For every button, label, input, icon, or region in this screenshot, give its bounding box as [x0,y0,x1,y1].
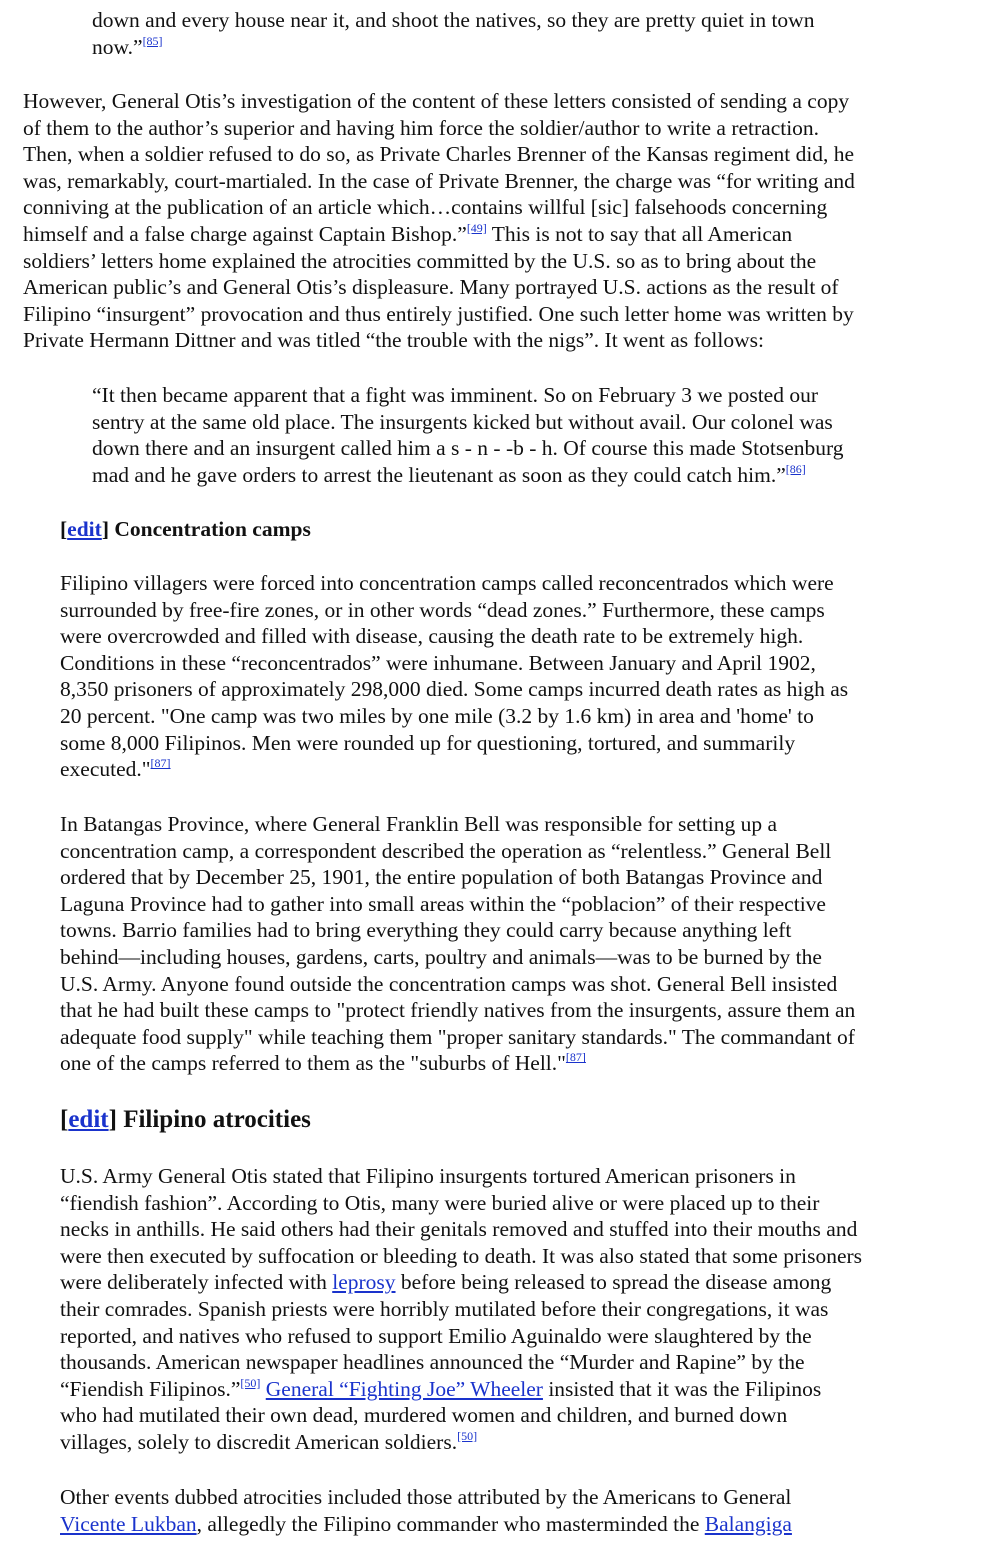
text-line: 8,350 prisoners of approximately 298,000 died. Some camps incurred death rates as high as [60,677,849,702]
text-line: Laguna Province had to gather into small areas within the “poblacion” of their respective [60,891,826,916]
paragraph-otis-investigation [23,88,953,354]
blockquote-letter-continuation [92,7,952,60]
text-line: surrounded by free-fire zones, or in other words “dead zones.” Furthermore, these camps [60,597,825,622]
text-line: In Batangas Province, where General Franklin Bell was responsible for setting up a [60,812,778,836]
bracket-open: [ [60,517,68,541]
text-line: conniving at the publication of an article which…contains willful [sic] falsehoods concerning [23,195,828,220]
text-span: executed." [60,757,151,782]
text-line: concentration camp, a correspondent described the operation as “relentless.” General Bell [60,838,832,863]
edit-link-filipino-atrocities[interactable]: edit [68,1106,109,1133]
citation-link-87[interactable]: [87] [565,1050,586,1065]
text-line: was, remarkably, court-martialed. In the case of Private Brenner, the charge was “for writing and [23,168,855,193]
section-heading-concentration-camps [60,515,940,543]
text-span: insisted that it was the Filipinos [542,1376,822,1401]
text-line: U.S. Army General Otis stated that Filipino insurgents tortured American prisoners in [60,1164,796,1188]
quote-line-text: now.” [92,34,143,59]
quote-line [92,34,952,61]
text-line: Private Hermann Dittner and was titled “the trouble with the nigs”. It went as follows: [23,328,764,353]
text-line: Filipino villagers were forced into concentration camps called reconcentrados which were [60,571,834,595]
text-span: , allegedly the Filipino commander who masterminded the [196,1511,705,1536]
text-line: their comrades. Spanish priests were horribly mutilated before their congregations, it was [60,1296,829,1321]
section-title: Concentration camps [108,517,311,541]
paragraph-batangas [60,811,960,1077]
bracket-close: ] [108,1106,117,1133]
text-span: one of the camps referred to them as the "suburbs of Hell." [60,1051,566,1076]
text-line: towns. Barrio families had to bring everything they could carry because anything left [60,918,792,943]
text-line: that he had built these camps to "protect friendly natives from the insurgents, assure them an [60,998,856,1023]
text-line: ordered that by December 25, 1901, the entire population of both Batangas Province and [60,865,823,890]
paragraph-reconcentrados [60,570,960,783]
text-span: himself and a false charge against Captain Bishop.” [23,221,467,246]
quote-line: down and every house near it, and shoot the natives, so they are pretty quiet in town [92,8,815,32]
citation-link-50[interactable]: [50] [240,1375,261,1390]
quote-line: down there and an insurgent called him a s - n - -b - h. Of course this made Stotsenburg [92,436,844,461]
text-line: However, General Otis’s investigation of the content of these letters consisted of sending a copy [23,89,850,113]
text-span: This is not to say that all American [486,221,793,246]
link-leprosy[interactable]: leprosy [332,1270,396,1295]
quote-line-text: mad and he gave orders to arrest the lieutenant as soon as they could catch him.” [92,462,786,487]
quote-line [92,462,952,489]
paragraph-lukban [60,1484,960,1537]
section-heading-filipino-atrocities [60,1104,940,1136]
text-line: some 8,000 Filipinos. Men were rounded up for questioning, tortured, and summarily [60,730,796,755]
section-title: Filipino atrocities [116,1106,311,1133]
link-vicente-lukban[interactable]: Vicente Lukban [60,1511,197,1536]
text-line: soldiers’ letters home explained the atrocities committed by the U.S. so as to bring about the [23,248,817,273]
citation-link-87[interactable]: [87] [150,756,171,771]
text-line: reported, and natives who refused to support Emilio Aguinaldo were slaughtered by the [60,1323,812,1348]
text-line: Conditions in these “reconcentrados” were inhumane. Between January and April 1902, [60,650,816,675]
blockquote-dittner-letter [92,382,952,488]
text-line: 20 percent. "One camp was two miles by one mile (3.2 by 1.6 km) in area and 'home' to [60,703,814,728]
citation-link-49[interactable]: [49] [466,220,487,235]
text-line: were then executed by suffocation or bleeding to death. It was also stated that some prisoners [60,1243,863,1268]
text-line [23,221,953,248]
text-line: “fiendish fashion”. According to Otis, many were buried alive or were placed up to their [60,1190,820,1215]
link-fighting-joe-wheeler[interactable]: General “Fighting Joe” Wheeler [265,1376,543,1401]
edit-link-concentration-camps[interactable]: edit [67,517,102,541]
text-line: of them to the author’s superior and having him force the soldier/author to write a retraction. [23,115,820,140]
text-line [60,756,960,783]
text-line: necks in anthills. He said others had their genitals removed and stuffed into their mouths and [60,1217,858,1242]
text-line [60,1050,960,1077]
text-span: before being released to spread the disease among [395,1270,832,1295]
text-line [60,1376,960,1403]
text-line: Other events dubbed atrocities included those attributed by the Americans to General [60,1485,792,1509]
text-span: villages, solely to discredit American soldiers. [60,1429,458,1454]
text-line: American public’s and General Otis’s displeasure. Many portrayed U.S. actions as the result of [23,275,839,300]
citation-link-50[interactable]: [50] [457,1428,478,1443]
citation-link-85[interactable]: [85] [142,33,163,48]
text-line: were overcrowded and filled with disease, causing the death rate to be extremely high. [60,624,804,649]
text-line [60,1269,960,1296]
text-line: Filipino “insurgent” provocation and thus entirely justified. One such letter home was written by [23,301,854,326]
bracket-close: ] [101,517,109,541]
text-line: who had mutilated their own dead, murdered women and children, and burned down [60,1403,788,1428]
text-span: were deliberately infected with [60,1270,333,1295]
text-line: thousands. American newspaper headlines announced the “Murder and Rapine” by the [60,1350,805,1375]
text-line: U.S. Army. Anyone found outside the concentration camps was shot. General Bell insisted [60,971,838,996]
text-line: Then, when a soldier refused to do so, as Private Charles Brenner of the Kansas regiment did, he [23,142,855,167]
text-line [60,1429,960,1456]
quote-line: sentry at the same old place. The insurgents kicked but without avail. Our colonel was [92,409,833,434]
bracket-open: [ [60,1106,69,1133]
text-line: behind—including houses, gardens, carts, poultry and animals—was to be burned by the [60,944,822,969]
text-line [60,1511,960,1538]
citation-link-86[interactable]: [86] [785,461,806,476]
quote-line: “It then became apparent that a fight was imminent. So on February 3 we posted our [92,383,819,407]
text-line: adequate food supply" while teaching them "proper sanitary standards." The commandant of [60,1024,855,1049]
paragraph-otis-claims [60,1163,960,1456]
text-span: “Fiendish Filipinos.” [60,1376,241,1401]
link-balangiga[interactable]: Balangiga [704,1511,792,1536]
